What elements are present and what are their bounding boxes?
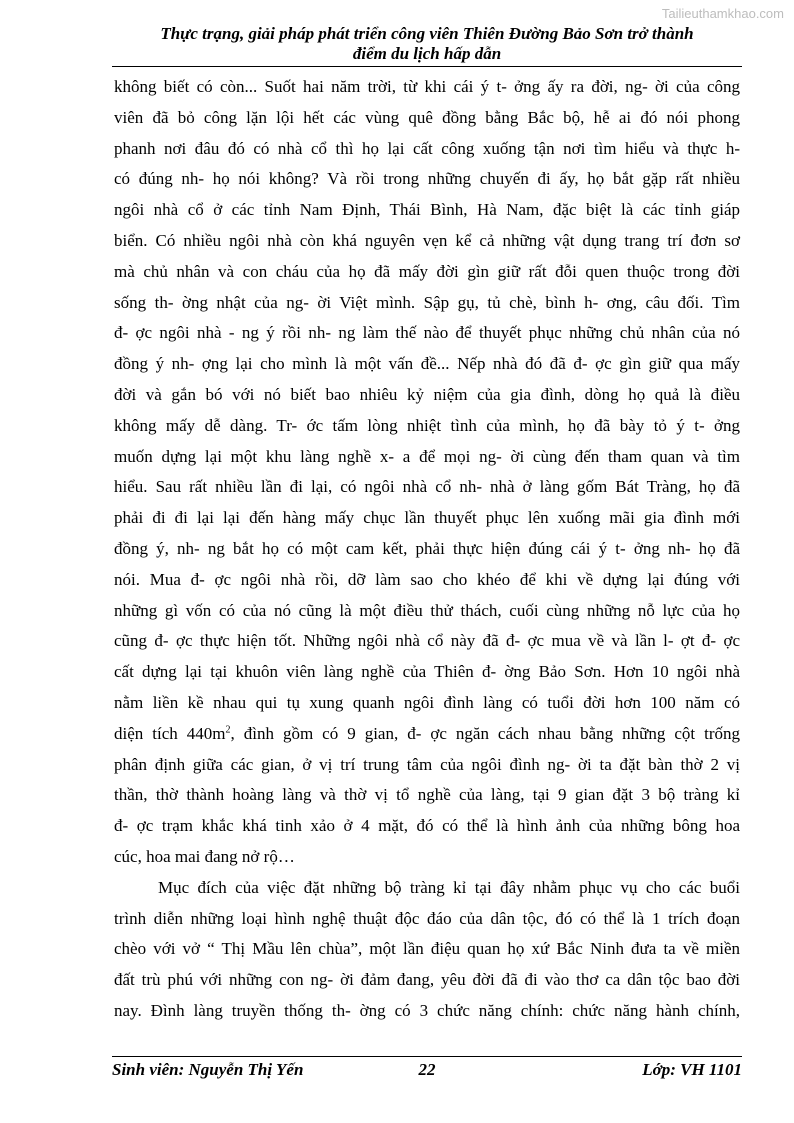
text-line: không biết có còn... Suốt hai năm trời, từ khi cái ý t- ởng ấy ra đời, ng- ời của công <box>114 77 740 96</box>
text-line: trình diễn những loại hình nghệ thuật độc đáo của dân tộc, đó có thể là 1 trích đoạn <box>114 908 740 928</box>
text-line: viên đã bỏ công lặn lội hết các vùng quê đồng bằng Bắc bộ, hễ ai đó nói phong <box>114 107 740 127</box>
watermark-text: Tailieuthamkhao.com <box>661 6 784 21</box>
text-line: hiểu. Sau rất nhiều lần đi lại, có ngôi nhà cổ nh- nhà ở làng gốm Bát Tràng, họ đã <box>114 477 740 497</box>
text-line: đời và gắn bó với nó biết bao nhiêu kỷ niệm của gia đình, dòng họ quả là điều <box>114 384 740 404</box>
text-line: đ- ợc ngôi nhà - ng ý rồi nh- ng làm thế nào để thuyết phục những chủ nhân của nó <box>114 323 740 343</box>
text-line: Mục đích của việc đặt những bộ tràng kỉ tại đây nhằm phục vụ cho các buổi <box>158 877 740 897</box>
area-superscript: 2 <box>225 724 231 736</box>
page-footer <box>112 1060 742 1084</box>
text-line: muốn dựng lại một khu làng nghề x- a để mọi ng- ời cùng đến tham quan và tìm <box>114 446 740 466</box>
text-line: không mấy dễ dàng. Tr- ớc tấm lòng nhiệt tình của mình, họ đã bày tỏ ý t- ởng <box>114 415 740 435</box>
text-line: đất trù phú với những con ng- ời đảm đang, yêu đời đã đi vào thơ ca dân tộc bao đời <box>114 970 740 990</box>
text-line: phải đi đi lại lại đến hàng mấy chục lần thuyết phục lên xuống mãi gia đình mới <box>114 508 740 528</box>
text-line: biển. Có nhiều ngôi nhà còn khá nguyên vẹn kể cả những vật dụng trang trí đơn sơ <box>114 230 740 250</box>
paragraph-2 <box>114 873 740 1027</box>
text-line: cũng đ- ợc thực hiện tốt. Những ngôi nhà cổ này đã đ- ợc mua về và lần l- ợt đ- ợc <box>114 631 740 651</box>
text-line: có đúng nh- họ nói không? Và rồi trong những chuyến đi ấy, họ bắt gặp rất nhiều <box>114 169 740 189</box>
paragraph-1 <box>114 72 740 873</box>
header-divider <box>112 66 742 67</box>
area-prefix: diện tích 440m <box>114 723 226 743</box>
footer-student: Sinh viên: Nguyễn Thị Yến <box>112 1060 304 1079</box>
header-title-line-2: điểm du lịch hấp dẫn <box>352 44 502 63</box>
text-line: những gì vốn có của nó cũng là một điều thử thách, cuối cùng những nỗ lực của họ <box>114 600 740 620</box>
text-line: đồng ý, nh- ng bắt họ có một cam kết, phải thực hiện đúng cái ý t- ởng nh- họ đã <box>114 538 740 558</box>
header-title-line-1: Thực trạng, giải pháp phát triển công viên Thiên Đường Bảo Sơn trở thành <box>160 24 694 43</box>
text-line: phanh nơi đâu đó có nhà cổ thì họ lại cất công xuống tận nơi tìm hiểu và thực h- <box>114 138 740 158</box>
text-line: cất dựng lại tại khuôn viên làng nghề của Thiên đ- ờng Bảo Sơn. Hơn 10 ngôi nhà <box>114 662 740 682</box>
text-line: nằm liền kề nhau qui tụ xung quanh ngôi đình làng có tuổi đời hơn 100 năm có <box>114 692 740 712</box>
text-line: phân định giữa các gian, ở vị trí trung tâm của ngôi đình ng- ời ta đặt bàn thờ 2 vị <box>114 754 740 774</box>
text-line: chèo với vở “ Thị Mầu lên chùa”, một lần điệu quan họ xứ Bắc Ninh đưa ta về miền <box>114 939 740 959</box>
area-suffix: , đình gồm có 9 gian, đ- ợc ngăn cách nhau bằng những cột trống <box>230 723 740 743</box>
text-line: ngôi nhà cổ ở các tỉnh Nam Định, Thái Bình, Hà Nam, đặc biệt là các tỉnh giáp <box>114 200 740 220</box>
document-body <box>114 72 740 1027</box>
text-line-paragraph-end: cúc, hoa mai đang nở rộ… <box>114 846 295 866</box>
text-line: mà chủ nhân và con cháu của họ đã mấy đời gìn giữ rất đỗi quen thuộc trong đời <box>114 261 740 281</box>
text-line: thần, thờ thành hoàng làng và thờ vị tổ nghề của làng, tại 9 gian đặt 3 bộ tràng kỉ <box>114 785 740 805</box>
text-line: sống th- ờng nhật của ng- ời Việt mình. Sập gụ, tủ chè, bình h- ơng, câu đối. Tìm <box>114 292 740 312</box>
footer-page-number: 22 <box>418 1060 436 1079</box>
text-line: nói. Mua đ- ợc ngôi nhà rồi, dỡ làm sao cho khéo để khi về dựng lại đúng với <box>114 569 740 589</box>
text-line: nay. Đình làng truyền thống th- ờng có 3 chức năng chính: chức năng hành chính, <box>114 1000 740 1020</box>
text-line: đồng ý nh- ợng lại cho mình là một vấn đề... Nếp nhà đó đã đ- ợc gìn giữ qua mấy <box>114 354 740 374</box>
text-line-area <box>114 719 740 750</box>
page-header <box>112 24 742 64</box>
text-line: đ- ợc trạm khắc khá tinh xảo ở 4 mặt, đó có thể là hình ảnh của những bông hoa <box>114 816 740 836</box>
footer-class: Lớp: VH 1101 <box>642 1060 742 1079</box>
footer-divider <box>112 1056 742 1057</box>
